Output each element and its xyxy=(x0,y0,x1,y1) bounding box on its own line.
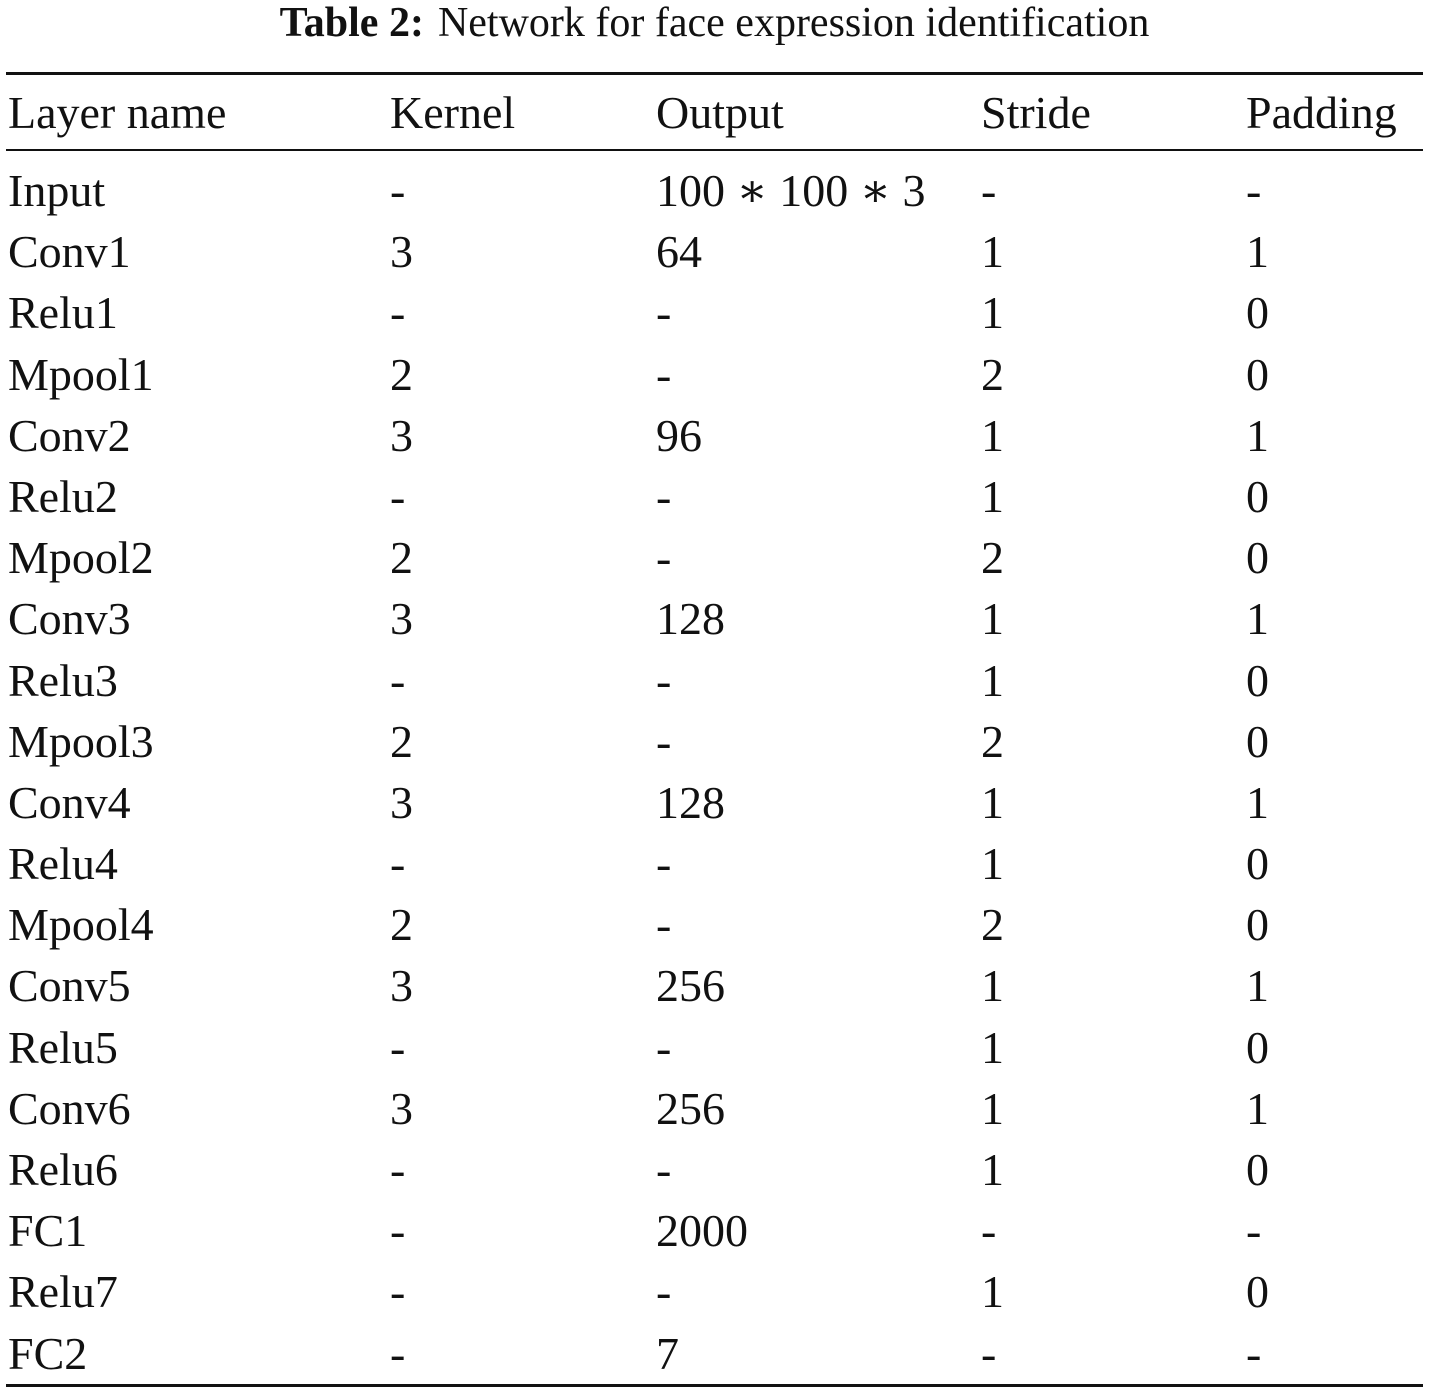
output-cell: 64 xyxy=(656,226,702,278)
kernel-cell: - xyxy=(390,1327,406,1379)
kernel-cell: 2 xyxy=(390,532,413,584)
output-cell: - xyxy=(656,838,672,890)
table-row xyxy=(0,527,1429,588)
padding-cell: 1 xyxy=(1246,409,1269,461)
kernel-cell: 2 xyxy=(390,899,413,951)
kernel-cell: - xyxy=(390,1266,406,1318)
layer-name-cell: Relu2 xyxy=(8,470,118,522)
padding-cell: 0 xyxy=(1246,348,1269,400)
padding-cell: 0 xyxy=(1246,532,1269,584)
stride-cell: 1 xyxy=(981,776,1004,828)
padding-cell: 0 xyxy=(1246,838,1269,890)
stride-cell: 1 xyxy=(981,654,1004,706)
stride-cell: - xyxy=(981,1327,997,1379)
output-cell: - xyxy=(656,1021,672,1073)
kernel-cell: 3 xyxy=(390,960,413,1012)
table-row xyxy=(0,160,1429,221)
layer-name-cell: Input xyxy=(8,165,106,216)
layer-name-cell: Mpool2 xyxy=(8,532,154,584)
output-cell: 7 xyxy=(656,1327,679,1379)
table-row xyxy=(0,772,1429,833)
output-cell: 256 xyxy=(656,1082,725,1134)
table-row xyxy=(0,833,1429,894)
kernel-cell: - xyxy=(390,1144,406,1195)
kernel-cell: - xyxy=(390,470,406,522)
stride-cell: 1 xyxy=(981,226,1004,278)
stride-cell: 2 xyxy=(981,532,1004,584)
table-row xyxy=(0,282,1429,343)
output-cell: - xyxy=(656,532,672,584)
output-cell: 96 xyxy=(656,409,702,461)
output-cell: - xyxy=(656,654,672,706)
layer-name-cell: Relu5 xyxy=(8,1021,118,1073)
layer-name-cell: Conv4 xyxy=(8,776,131,828)
stride-cell: 2 xyxy=(981,899,1004,951)
output-cell: 128 xyxy=(656,593,725,645)
layer-name-cell: Conv2 xyxy=(8,409,131,461)
layer-name-cell: FC1 xyxy=(8,1205,88,1257)
table-header-rule xyxy=(6,149,1423,151)
stride-cell: 1 xyxy=(981,838,1004,890)
table-caption-label: Table 2: xyxy=(279,0,424,46)
output-cell: 2000 xyxy=(656,1205,748,1257)
kernel-cell: 2 xyxy=(390,348,413,400)
padding-cell: 0 xyxy=(1246,654,1269,706)
table-bottom-rule xyxy=(6,1384,1423,1387)
padding-cell: 0 xyxy=(1246,715,1269,767)
padding-cell: 0 xyxy=(1246,470,1269,522)
output-cell: - xyxy=(656,348,672,400)
layer-name-cell: Conv6 xyxy=(8,1082,131,1134)
stride-cell: 1 xyxy=(981,1021,1004,1073)
table-row xyxy=(0,344,1429,405)
layer-name-cell: Conv3 xyxy=(8,593,131,645)
table-row xyxy=(0,1200,1429,1261)
table-caption xyxy=(0,0,1429,50)
output-cell: - xyxy=(656,470,672,522)
padding-cell: 1 xyxy=(1246,226,1269,278)
output-cell: - xyxy=(656,1144,672,1195)
kernel-cell: 3 xyxy=(390,593,413,645)
kernel-cell: 2 xyxy=(390,715,413,767)
table-caption-title: Network for face expression identification xyxy=(437,0,1150,46)
stride-cell: 1 xyxy=(981,1266,1004,1318)
output-cell: 256 xyxy=(656,960,725,1012)
kernel-cell: - xyxy=(390,287,406,339)
kernel-cell: - xyxy=(390,1205,406,1257)
padding-cell: - xyxy=(1246,165,1262,216)
padding-cell: 1 xyxy=(1246,776,1269,828)
stride-cell: - xyxy=(981,165,997,216)
table-row xyxy=(0,221,1429,282)
layer-name-cell: Relu4 xyxy=(8,838,118,890)
column-header-padding: Padding xyxy=(1246,87,1397,138)
table-row xyxy=(0,588,1429,649)
output-cell: - xyxy=(656,899,672,951)
table-row xyxy=(0,1139,1429,1200)
layer-name-cell: Conv5 xyxy=(8,960,131,1012)
layer-name-cell: Mpool1 xyxy=(8,348,154,400)
output-cell: 100 ∗ 100 ∗ 3 xyxy=(656,165,926,216)
stride-cell: - xyxy=(981,1205,997,1257)
kernel-cell: - xyxy=(390,654,406,706)
table-body xyxy=(0,160,1429,1384)
stride-cell: 1 xyxy=(981,470,1004,522)
table-row xyxy=(0,466,1429,527)
table-header-row xyxy=(0,82,1429,144)
padding-cell: 1 xyxy=(1246,1082,1269,1134)
table-row xyxy=(0,405,1429,466)
table-top-rule xyxy=(6,72,1423,75)
stride-cell: 1 xyxy=(981,409,1004,461)
stride-cell: 1 xyxy=(981,960,1004,1012)
table-row xyxy=(0,1261,1429,1322)
layer-name-cell: Relu3 xyxy=(8,654,118,706)
output-cell: - xyxy=(656,715,672,767)
padding-cell: 0 xyxy=(1246,899,1269,951)
stride-cell: 1 xyxy=(981,593,1004,645)
table-row xyxy=(0,1017,1429,1078)
stride-cell: 2 xyxy=(981,348,1004,400)
stride-cell: 2 xyxy=(981,715,1004,767)
table-row xyxy=(0,1078,1429,1139)
padding-cell: 1 xyxy=(1246,960,1269,1012)
stride-cell: 1 xyxy=(981,1144,1004,1195)
kernel-cell: - xyxy=(390,1021,406,1073)
layer-name-cell: Relu6 xyxy=(8,1144,118,1195)
output-cell: - xyxy=(656,287,672,339)
kernel-cell: 3 xyxy=(390,409,413,461)
padding-cell: - xyxy=(1246,1205,1262,1257)
layer-name-cell: Conv1 xyxy=(8,226,131,278)
kernel-cell: - xyxy=(390,838,406,890)
table-row xyxy=(0,955,1429,1016)
layer-name-cell: Mpool4 xyxy=(8,899,154,951)
layer-name-cell: Relu7 xyxy=(8,1266,118,1318)
layer-name-cell: FC2 xyxy=(8,1327,88,1379)
kernel-cell: 3 xyxy=(390,226,413,278)
table-row xyxy=(0,650,1429,711)
stride-cell: 1 xyxy=(981,287,1004,339)
layer-name-cell: Relu1 xyxy=(8,287,118,339)
padding-cell: 0 xyxy=(1246,287,1269,339)
column-header-kernel: Kernel xyxy=(390,87,516,138)
output-cell: - xyxy=(656,1266,672,1318)
output-cell: 128 xyxy=(656,776,725,828)
table-row xyxy=(0,1323,1429,1384)
padding-cell: 0 xyxy=(1246,1144,1269,1195)
padding-cell: 0 xyxy=(1246,1266,1269,1318)
kernel-cell: - xyxy=(390,165,406,216)
column-header-layer-name: Layer name xyxy=(8,87,227,138)
column-header-output: Output xyxy=(656,87,784,138)
padding-cell: - xyxy=(1246,1327,1262,1379)
table-row xyxy=(0,894,1429,955)
padding-cell: 0 xyxy=(1246,1021,1269,1073)
stride-cell: 1 xyxy=(981,1082,1004,1134)
layer-name-cell: Mpool3 xyxy=(8,715,154,767)
kernel-cell: 3 xyxy=(390,1082,413,1134)
table-row xyxy=(0,711,1429,772)
kernel-cell: 3 xyxy=(390,776,413,828)
padding-cell: 1 xyxy=(1246,593,1269,645)
column-header-stride: Stride xyxy=(981,87,1091,138)
